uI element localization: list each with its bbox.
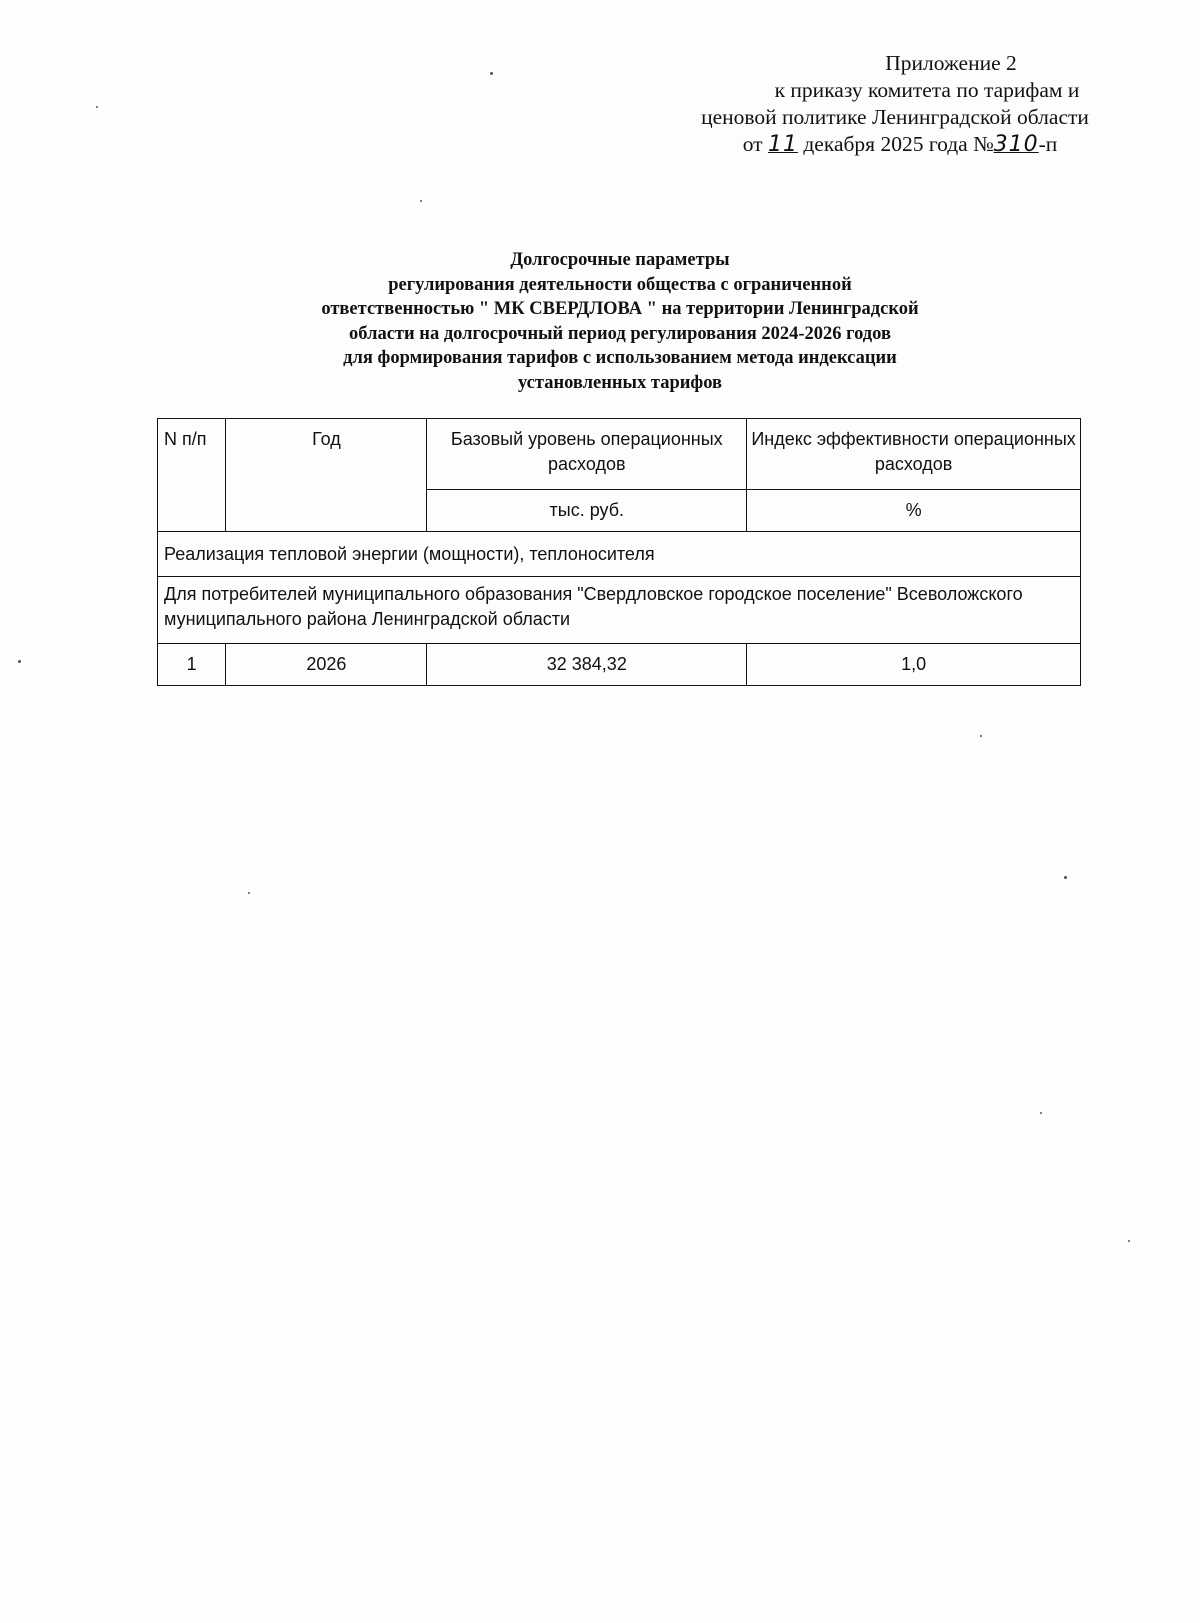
scan-speck — [420, 200, 422, 202]
parameters-table — [157, 418, 1081, 686]
header-base-level: Базовый уровень операционных расходов — [427, 419, 747, 490]
subsection-row — [158, 577, 1081, 644]
table-header-row — [158, 419, 1081, 490]
document-title — [200, 248, 1040, 395]
title-line-3: ответственностью " МК СВЕРДЛОВА " на территории Ленинградской — [321, 299, 919, 319]
section-row — [158, 532, 1081, 577]
title-line-6: установленных тарифов — [518, 372, 722, 393]
cell-efficiency-index: 1,0 — [747, 644, 1081, 686]
appendix-committee: ценовой политике Ленинградской области — [701, 105, 1089, 129]
handwritten-order-number: 310 — [993, 132, 1039, 157]
header-num: N п/п — [158, 419, 226, 532]
header-efficiency-index: Индекс эффективности операционных расходов — [747, 419, 1081, 490]
title-line-5: для формирования тарифов с использованием метода индексации — [343, 348, 897, 368]
header-year: Год — [226, 419, 427, 532]
appendix-header — [660, 50, 1130, 158]
unit-base-level: тыс. руб. — [427, 490, 747, 532]
title-line-4: области на долгосрочный период регулирования 2024-2026 годов — [349, 323, 891, 344]
section-title: Реализация тепловой энергии (мощности), теплоносителя — [158, 532, 1081, 577]
appendix-date-line — [670, 131, 1130, 158]
cell-year: 2026 — [226, 644, 427, 686]
cell-num: 1 — [158, 644, 226, 686]
scan-speck — [490, 72, 493, 75]
scan-speck — [1064, 876, 1067, 879]
scan-speck — [96, 106, 98, 108]
unit-efficiency-index: % — [747, 490, 1081, 532]
date-mid: декабря 2025 года № — [797, 132, 994, 156]
handwritten-day: 11 — [767, 132, 798, 157]
title-line-1: Долгосрочные параметры — [510, 250, 730, 270]
cell-base-level: 32 384,32 — [427, 644, 747, 686]
title-line-2: регулирования деятельности общества с ограниченной — [388, 274, 852, 295]
appendix-order-ref: к приказу комитета по тарифам и — [774, 78, 1080, 102]
table-row — [158, 644, 1081, 686]
scan-speck — [1128, 1240, 1130, 1242]
scan-speck — [980, 735, 982, 737]
date-prefix: от — [742, 132, 768, 156]
scan-speck — [248, 892, 250, 894]
date-suffix: -п — [1038, 132, 1058, 156]
appendix-title: Приложение 2 — [885, 51, 1017, 75]
scan-speck — [1040, 1112, 1042, 1114]
scan-speck — [18, 660, 21, 663]
subsection-title: Для потребителей муниципального образования "Свердловское городское поселение" Всеволожского муниципального района Ленинградской области — [158, 577, 1081, 644]
